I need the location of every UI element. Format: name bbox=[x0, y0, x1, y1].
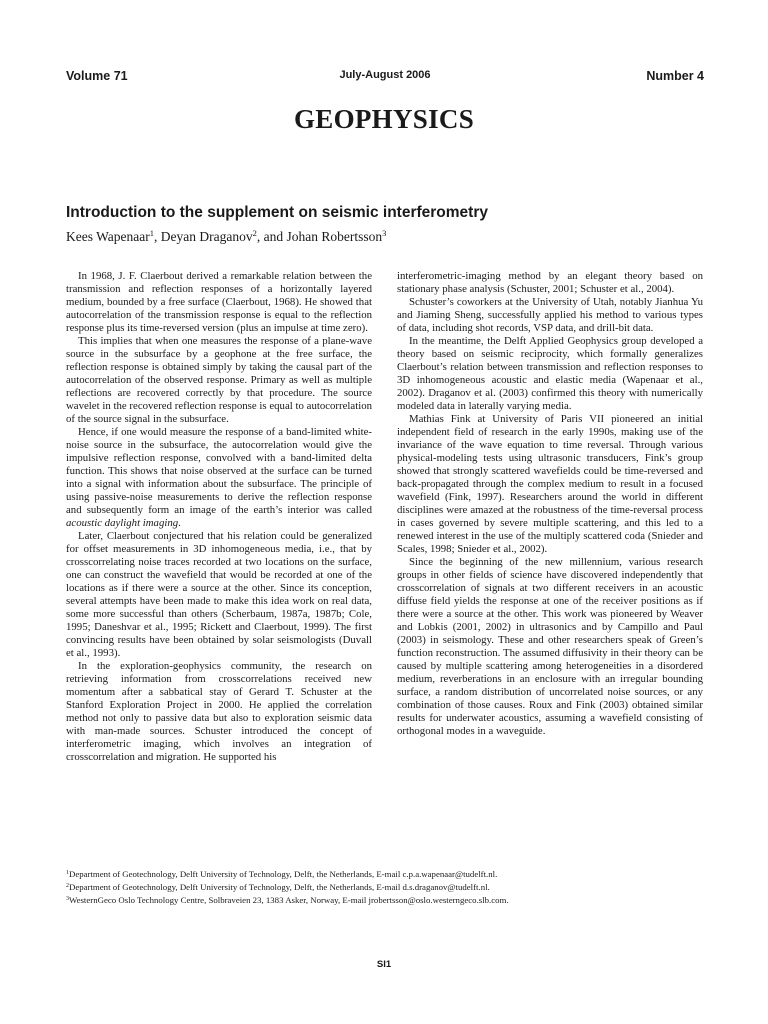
body-paragraph: This implies that when one measures the response of a plane-wave source in the subsurface by a geophone at the free surface, the reflection response is obtained simply by taking the causal part of the autocorrelation of the observed response. Primary as well as multiple reflections are recovered correctly by that procedure. The source wavelet in the recovered reflection response is equal to autocorrelation of the source signal in the subsurface. bbox=[66, 335, 372, 425]
footnote bbox=[66, 894, 706, 907]
author-affiliation-mark: 1 bbox=[149, 228, 154, 238]
author-name: Kees Wapenaar bbox=[66, 229, 150, 244]
footnote-mark: 1 bbox=[66, 870, 69, 876]
body-paragraph: In 1968, J. F. Claerbout derived a remarkable relation between the transmission and reflection responses of a horizontally layered medium, bounded by a free surface (Claerbout, 1968). He showed that autocorrelation of the transmission response is equal to the reflection response plus its time-reversed version (plus an impulse at time zero). bbox=[66, 270, 372, 334]
author-name: Johan Robertsson bbox=[286, 229, 383, 244]
footnote-text: WesternGeco Oslo Technology Centre, Solbraveien 23, 1383 Asker, Norway, E-mail jrobertsson@oslo.westerngeco.slb.com. bbox=[69, 895, 509, 905]
footnote bbox=[66, 868, 706, 881]
author-affiliation-mark: 2 bbox=[252, 228, 257, 238]
body-column-right bbox=[397, 270, 703, 738]
volume-label: Volume 71 bbox=[66, 69, 128, 83]
author-list bbox=[66, 229, 706, 245]
body-paragraph: Mathias Fink at University of Paris VII pioneered an initial independent field of research in the early 1990s, making use of the invariance of the wave equation to time reversal. Through various physical-modeling tests using ultrasonic transducers, Fink’s group showed that strongly scattered wavefields could be time-reversed and back-propagated through the complex medium to result in a focused wavefield (Fink, 1997). Researchers around the world in different disciplines were amazed at the robustness of the time-reversal process in cases governed by severe multiple scattering, and this led to a renewed interest in the use of the multiply scattered coda (Snieder and Scales, 1998; Snieder et al., 2002). bbox=[397, 413, 703, 555]
article-title: Introduction to the supplement on seismic interferometry bbox=[66, 204, 488, 221]
paragraph-text: . bbox=[178, 517, 181, 529]
author-affiliation-mark: 3 bbox=[382, 228, 387, 238]
body-paragraph: In the meantime, the Delft Applied Geophysics group developed a theory based on seismic reciprocity, which formally generalizes Claerbout’s relation between transmission and reflection responses to 3D inhomogeneous acoustic and elastic media (Wapenaar et al., 2002). Draganov et al. (2003) confirmed this theory with numerically modeled data in laterally varying media. bbox=[397, 335, 703, 412]
body-paragraph: Later, Claerbout conjectured that his relation could be generalized for offset measurements in 3D inhomogeneous media, i.e., that by crosscorrelating noise traces recorded at two locations on the surface, one can construct the wavefield that would be recorded at one of the locations as if there were a source at the other. Since its conception, several attempts have been made to make this idea work on real data, some more successful than others (Scherbaum, 1987a, 1987b; Cole, 1995; Daneshvar et al., 1995; Rickett and Claerbout, 1999). The first convincing results have been obtained by solar seismologists (Duvall et al., 1993). bbox=[66, 530, 372, 659]
footnote-text: Department of Geotechnology, Delft University of Technology, Delft, the Netherlands, E-mail d.s.draganov@tudelft.nl. bbox=[69, 882, 490, 892]
footnote-mark: 2 bbox=[66, 883, 69, 889]
body-paragraph-continued: interferometric-imaging method by an elegant theory based on stationary phase analysis (Schuster, 2001; Schuster et al., 2004). bbox=[397, 270, 703, 295]
footnotes bbox=[66, 868, 706, 907]
body-column-left bbox=[66, 270, 372, 764]
page-number: SI1 bbox=[376, 959, 392, 970]
paragraph-text: Hence, if one would measure the response of a band-limited white-noise source in the subsurface, the autocorrelation would give the impulsive reflection response, convolved with a band-limited delta function. This shows that noise observed at the surface can be turned into a signal with information about the subsurface. The principle of using passive-noise measurements to derive the reflection response and subsequently form an image of the earth’s interior was called bbox=[66, 426, 372, 516]
footnote-text: Department of Geotechnology, Delft University of Technology, Delft, the Netherlands, E-mail c.p.a.wapenaar@tudelft.nl. bbox=[69, 869, 498, 879]
journal-masthead bbox=[66, 69, 704, 85]
body-paragraph bbox=[66, 426, 372, 530]
footnote bbox=[66, 881, 706, 894]
issue-date: July-August 2006 bbox=[339, 69, 431, 81]
journal-title: GEOPHYSICS bbox=[293, 104, 475, 134]
body-paragraph: Schuster’s coworkers at the University of Utah, notably Jianhua Yu and Jiaming Sheng, successfully applied his method to various types of data, including shot records, VSP data, and drill-bit data. bbox=[397, 296, 703, 334]
footnote-mark: 3 bbox=[66, 896, 69, 902]
body-paragraph: Since the beginning of the new millennium, various research groups in other fields of science have discovered independently that crosscorrelation of signals at two different receivers in an acoustic diffuse field yields the response at one of the receiver positions as if there were a source at the other. This work was pioneered by Weaver and Lobkis (2001, 2002) in ultrasonics and by Campillo and Paul (2003) in seismology. These and other researchers speak of Green’s function reconstruction. The assumed diffusivity in their theory can be caused by multiple scattering among heterogeneities in a disordered medium, reverberations in an enclosure with an irregular bounding surface, a random distribution of uncorrelated noise sources, or any combination of those causes. Roux and Fink (2003) obtained similar results for underwater acoustics, assuming a wavefield consisting of orthogonal modes in a waveguide. bbox=[397, 556, 703, 737]
body-paragraph: In the exploration-geophysics community, the research on retrieving information from crosscorrelations received new momentum after a sabbatical stay of Gerard T. Schuster at the Stanford Exploration Project in 2000. He applied the correlation method not only to passive data but also to exploration seismic data with man-made sources. Schuster introduced the concept of interferometric imaging, which involves an integration of crosscorrelation and migration. He supported his bbox=[66, 660, 372, 763]
author-separator: , and bbox=[256, 229, 287, 244]
emphasized-term: acoustic daylight imaging bbox=[66, 517, 179, 529]
issue-number: Number 4 bbox=[646, 69, 704, 83]
author-separator: , bbox=[154, 229, 161, 244]
author-name: Deyan Draganov bbox=[160, 229, 253, 244]
